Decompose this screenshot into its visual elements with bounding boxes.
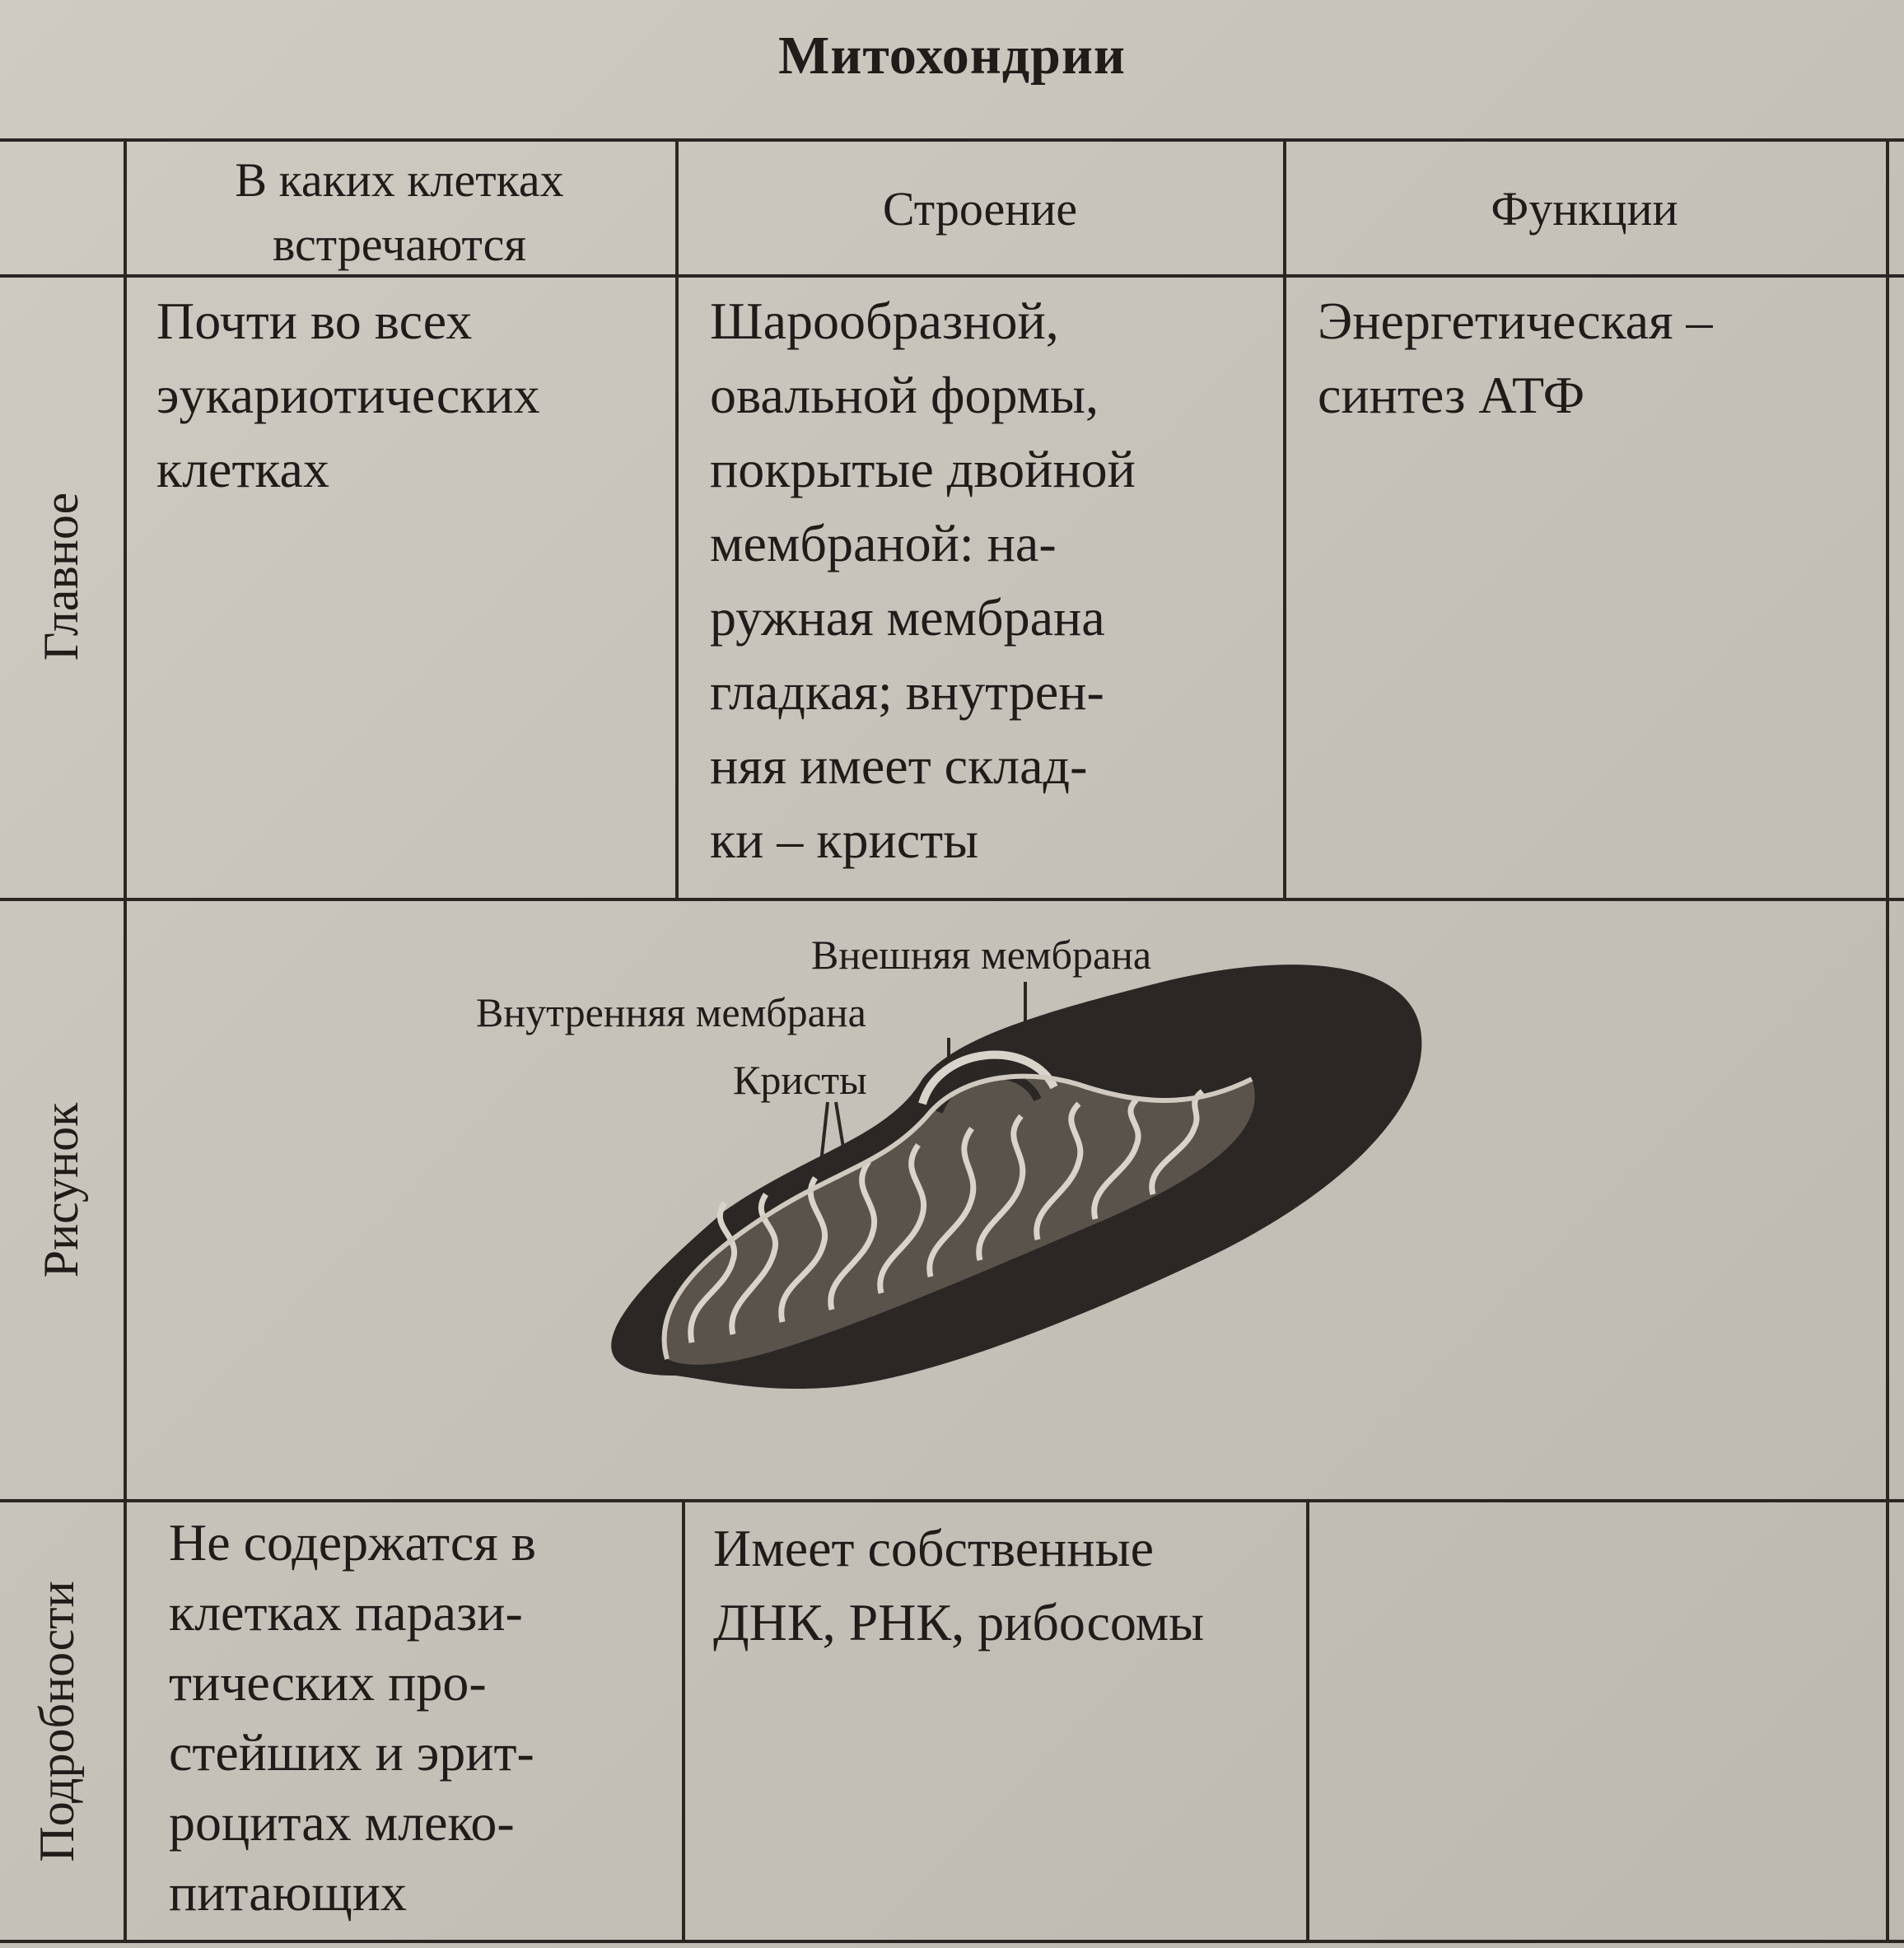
table-line [682, 1499, 685, 1942]
cell-details-where: Не содержатся в клетках парази- тических про- стейших и эрит- роцитах млеко- питающих [169, 1513, 536, 1922]
cell-main-functions: Энергетическая – синтез АТФ [1318, 292, 1713, 424]
header-functions: Функции [1491, 182, 1678, 236]
table-line [1306, 1499, 1309, 1942]
table-line [0, 1499, 1904, 1502]
table-line [1886, 138, 1889, 1942]
table-line [124, 138, 127, 1942]
row-label-main: Главное [34, 492, 88, 661]
cell-main-structure: Шарообразной, овальной формы, покрытые двойной мембраной: на- ружная мембрана гладкая; внутрен- няя имеет склад- ки – кристы [710, 292, 1136, 869]
page-title: Митохондрии [778, 26, 1126, 86]
label-outer-membrane: Внешняя мембрана [811, 932, 1152, 978]
table-line [675, 138, 679, 898]
table-line [1283, 138, 1286, 898]
table-line [0, 898, 1904, 901]
label-inner-membrane: Внутренняя мембрана [476, 989, 866, 1035]
header-structure: Строение [882, 182, 1078, 236]
cell-main-where: Почти во всех эукариотических клетках [156, 292, 540, 498]
row-label-picture: Рисунок [34, 1102, 88, 1278]
mitochondrion-illustration [461, 914, 1466, 1474]
header-where: В каких клетках встречаются [235, 153, 564, 271]
table-line [0, 1940, 1904, 1943]
row-label-details: Подробности [30, 1581, 84, 1862]
table-line [0, 138, 1904, 142]
cell-details-structure: Имеет собственные ДНК, РНК, рибосомы [713, 1519, 1205, 1651]
label-cristae: Кристы [733, 1057, 867, 1103]
